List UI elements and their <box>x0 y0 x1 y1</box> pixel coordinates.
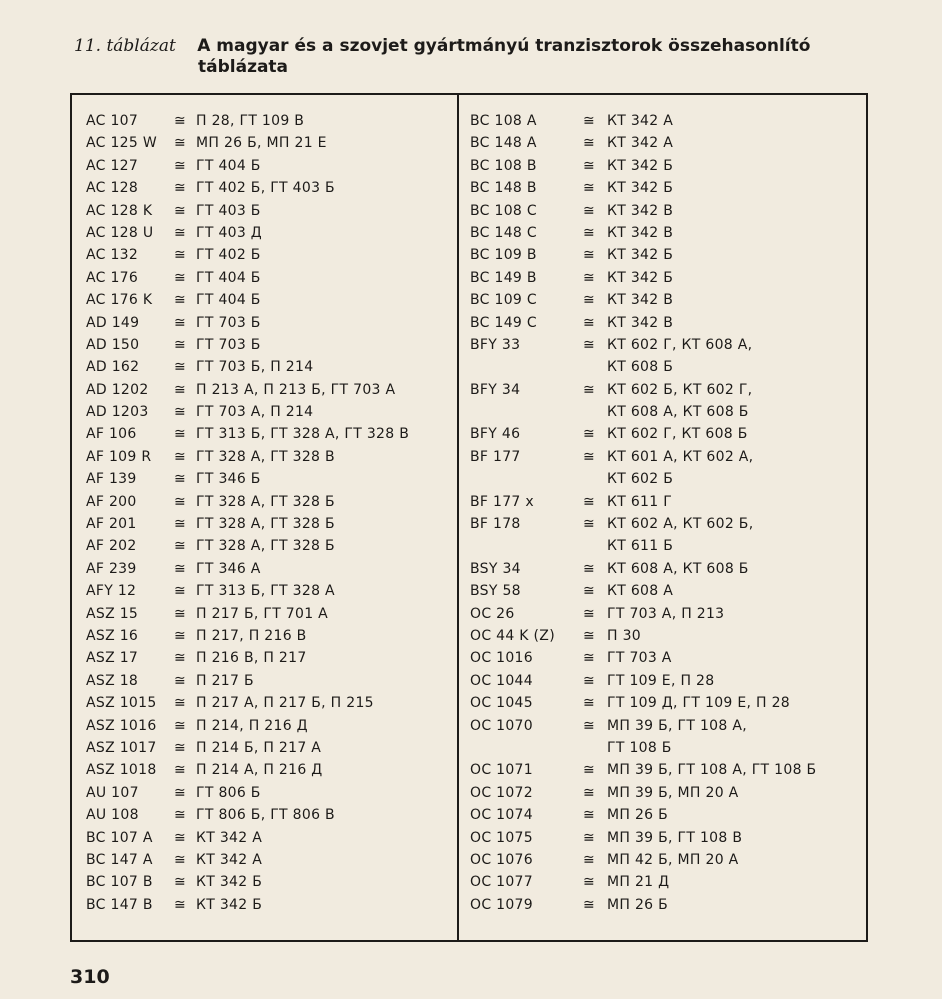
soviet-equivalent: КТ 342 Б <box>607 247 674 264</box>
equivalence-symbol: ≅ <box>174 560 186 577</box>
soviet-equivalent: ГТ 346 А <box>196 560 261 577</box>
equivalence-symbol: ≅ <box>174 739 186 756</box>
equivalence-symbol: ≅ <box>583 157 595 174</box>
western-type-code: OC 1016 <box>470 650 533 667</box>
soviet-equivalent: ГТ 328 А, ГТ 328 Б <box>196 516 335 533</box>
soviet-equivalent: П 30 <box>607 627 641 644</box>
equivalence-symbol: ≅ <box>174 695 186 712</box>
soviet-equivalent: КТ 602 А, КТ 602 Б, <box>607 516 754 533</box>
equivalence-symbol: ≅ <box>174 180 186 197</box>
western-type-code: AF 201 <box>86 516 137 533</box>
equivalence-symbol: ≅ <box>174 269 186 286</box>
western-type-code: AD 150 <box>86 336 140 353</box>
western-type-code: AF 139 <box>86 471 137 488</box>
equivalence-symbol: ≅ <box>583 247 595 264</box>
western-type-code: ASZ 17 <box>86 650 139 667</box>
equivalence-symbol: ≅ <box>583 762 595 779</box>
soviet-equivalent: ГТ 404 Б <box>196 292 261 309</box>
soviet-equivalent: ГТ 402 Б <box>196 247 261 264</box>
western-type-code: BC 148 B <box>470 180 537 197</box>
soviet-equivalent: ГТ 703 Б <box>196 336 261 353</box>
soviet-equivalent: КТ 342 В <box>607 224 674 241</box>
western-type-code: BFY 33 <box>470 336 521 353</box>
equivalence-symbol: ≅ <box>174 381 186 398</box>
western-type-code: OC 1044 <box>470 672 533 689</box>
equivalence-symbol: ≅ <box>583 717 595 734</box>
soviet-equivalent: ГТ 328 А, ГТ 328 В <box>196 448 335 465</box>
soviet-equivalent: ГТ 403 Д <box>196 224 263 241</box>
equivalence-symbol: ≅ <box>174 874 186 891</box>
western-type-code: AF 106 <box>86 426 137 443</box>
equivalence-symbol: ≅ <box>174 784 186 801</box>
western-type-code: BF 178 <box>470 516 521 533</box>
western-type-code: AU 108 <box>86 807 139 824</box>
western-type-code: BC 109 C <box>470 292 537 309</box>
soviet-equivalent: ГТ 328 А, ГТ 328 Б <box>196 538 335 555</box>
comparison-table <box>70 93 868 942</box>
equivalence-symbol: ≅ <box>174 224 186 241</box>
table-title-line1: A magyar és a szovjet gyártmányú tranzisztorok összehasonlító <box>197 36 811 56</box>
western-type-code: BC 107 A <box>86 829 153 846</box>
soviet-equivalent: ГТ 313 Б, ГТ 328 А <box>196 583 335 600</box>
equivalence-symbol: ≅ <box>174 471 186 488</box>
equivalence-symbol: ≅ <box>174 807 186 824</box>
soviet-equivalent: ГТ 703 Б, П 214 <box>196 359 314 376</box>
table-title-line2: táblázata <box>198 57 289 77</box>
western-type-code: BC 149 C <box>470 314 537 331</box>
soviet-equivalent: КТ 611 Г <box>607 493 673 510</box>
soviet-equivalent: КТ 608 Б <box>607 359 674 376</box>
equivalence-symbol: ≅ <box>583 807 595 824</box>
western-type-code: ASZ 1015 <box>86 695 157 712</box>
equivalence-symbol: ≅ <box>583 493 595 510</box>
soviet-equivalent: ГТ 328 А, ГТ 328 Б <box>196 493 335 510</box>
equivalence-symbol: ≅ <box>174 627 186 644</box>
equivalence-symbol: ≅ <box>583 605 595 622</box>
soviet-equivalent: КТ 601 А, КТ 602 А, <box>607 448 754 465</box>
western-type-code: BC 109 B <box>470 247 537 264</box>
equivalence-symbol: ≅ <box>583 784 595 801</box>
equivalence-symbol: ≅ <box>174 829 186 846</box>
soviet-equivalent: П 214 А, П 216 Д <box>196 762 323 779</box>
western-type-code: OC 1075 <box>470 829 533 846</box>
western-type-code: ASZ 1016 <box>86 717 157 734</box>
western-type-code: BC 149 B <box>470 269 537 286</box>
soviet-equivalent: П 214 Б, П 217 А <box>196 739 322 756</box>
western-type-code: BF 177 <box>470 448 521 465</box>
soviet-equivalent: П 216 В, П 217 <box>196 650 307 667</box>
table-caption <box>74 36 874 78</box>
western-type-code: AFY 12 <box>86 583 137 600</box>
soviet-equivalent: П 217 Б <box>196 672 254 689</box>
equivalence-symbol: ≅ <box>583 874 595 891</box>
western-type-code: ASZ 15 <box>86 605 139 622</box>
soviet-equivalent: ГТ 403 Б <box>196 202 261 219</box>
soviet-equivalent: ГТ 108 Б <box>607 739 672 756</box>
equivalence-symbol: ≅ <box>174 605 186 622</box>
equivalence-symbol: ≅ <box>174 404 186 421</box>
soviet-equivalent: П 214, П 216 Д <box>196 717 308 734</box>
equivalence-symbol: ≅ <box>174 292 186 309</box>
western-type-code: AD 162 <box>86 359 140 376</box>
soviet-equivalent: КТ 608 А <box>607 583 674 600</box>
soviet-equivalent: КТ 608 А, КТ 608 Б <box>607 404 749 421</box>
equivalence-symbol: ≅ <box>583 224 595 241</box>
soviet-equivalent: КТ 342 Б <box>607 269 674 286</box>
equivalence-symbol: ≅ <box>583 381 595 398</box>
western-type-code: AC 125 W <box>86 135 157 152</box>
western-type-code: OC 1076 <box>470 851 533 868</box>
soviet-equivalent: МП 39 Б, ГТ 108 А, ГТ 108 Б <box>607 762 817 779</box>
western-type-code: AD 1203 <box>86 404 149 421</box>
equivalence-symbol: ≅ <box>583 695 595 712</box>
soviet-equivalent: КТ 342 В <box>607 314 674 331</box>
soviet-equivalent: ГТ 703 Б <box>196 314 261 331</box>
western-type-code: BC 147 A <box>86 851 153 868</box>
equivalence-symbol: ≅ <box>174 247 186 264</box>
equivalence-symbol: ≅ <box>583 516 595 533</box>
soviet-equivalent: КТ 342 В <box>607 292 674 309</box>
soviet-equivalent: КТ 342 Б <box>607 157 674 174</box>
western-type-code: BC 108 A <box>470 113 537 129</box>
equivalence-symbol: ≅ <box>583 560 595 577</box>
column-divider <box>457 95 459 940</box>
western-type-code: BC 148 C <box>470 224 537 241</box>
equivalence-symbol: ≅ <box>174 426 186 443</box>
western-type-code: AF 109 R <box>86 448 152 465</box>
soviet-equivalent: КТ 608 А, КТ 608 Б <box>607 560 749 577</box>
equivalence-symbol: ≅ <box>174 762 186 779</box>
equivalence-symbol: ≅ <box>583 135 595 152</box>
page-number: 310 <box>70 966 110 988</box>
western-type-code: OC 1079 <box>470 896 533 913</box>
western-type-code: OC 1072 <box>470 784 533 801</box>
soviet-equivalent: МП 26 Б <box>607 896 669 913</box>
soviet-equivalent: ГТ 402 Б, ГТ 403 Б <box>196 180 335 197</box>
soviet-equivalent: КТ 342 А <box>196 851 263 868</box>
soviet-equivalent: ГТ 404 Б <box>196 269 261 286</box>
equivalence-symbol: ≅ <box>174 157 186 174</box>
soviet-equivalent: ГТ 346 Б <box>196 471 261 488</box>
equivalence-symbol: ≅ <box>174 717 186 734</box>
soviet-equivalent: МП 21 Д <box>607 874 670 891</box>
western-type-code: BC 108 C <box>470 202 537 219</box>
equivalence-symbol: ≅ <box>174 113 186 129</box>
equivalence-symbol: ≅ <box>583 292 595 309</box>
western-type-code: BC 108 B <box>470 157 537 174</box>
western-type-code: ASZ 16 <box>86 627 139 644</box>
western-type-code: BSY 58 <box>470 583 521 600</box>
equivalence-symbol: ≅ <box>174 314 186 331</box>
western-type-code: ASZ 18 <box>86 672 139 689</box>
equivalence-symbol: ≅ <box>583 672 595 689</box>
equivalence-symbol: ≅ <box>174 359 186 376</box>
equivalence-symbol: ≅ <box>174 493 186 510</box>
western-type-code: ASZ 1018 <box>86 762 157 779</box>
soviet-equivalent: КТ 611 Б <box>607 538 674 555</box>
equivalence-symbol: ≅ <box>174 538 186 555</box>
western-type-code: AC 176 <box>86 269 139 286</box>
soviet-equivalent: П 217 Б, ГТ 701 А <box>196 605 329 622</box>
soviet-equivalent: КТ 602 Г, КТ 608 А, <box>607 336 753 353</box>
soviet-equivalent: ГТ 109 Е, П 28 <box>607 672 715 689</box>
western-type-code: OC 1070 <box>470 717 533 734</box>
soviet-equivalent: КТ 342 А <box>607 135 674 152</box>
western-type-code: AC 128 <box>86 180 139 197</box>
soviet-equivalent: КТ 342 В <box>607 202 674 219</box>
soviet-equivalent: КТ 342 А <box>607 113 674 129</box>
table-label: 11. táblázat <box>74 36 176 56</box>
western-type-code: BFY 46 <box>470 426 521 443</box>
western-type-code: AC 128 U <box>86 224 154 241</box>
equivalence-symbol: ≅ <box>583 627 595 644</box>
western-type-code: OC 1074 <box>470 807 533 824</box>
western-type-code: OC 1077 <box>470 874 533 891</box>
soviet-equivalent: ГТ 109 Д, ГТ 109 Е, П 28 <box>607 695 790 712</box>
equivalence-symbol: ≅ <box>583 448 595 465</box>
equivalence-symbol: ≅ <box>583 650 595 667</box>
equivalence-symbol: ≅ <box>583 180 595 197</box>
equivalence-symbol: ≅ <box>174 896 186 913</box>
soviet-equivalent: КТ 602 Б, КТ 602 Г, <box>607 381 753 398</box>
equivalence-symbol: ≅ <box>583 113 595 129</box>
equivalence-symbol: ≅ <box>174 448 186 465</box>
soviet-equivalent: П 217, П 216 В <box>196 627 307 644</box>
equivalence-symbol: ≅ <box>583 426 595 443</box>
soviet-equivalent: ГТ 313 Б, ГТ 328 А, ГТ 328 В <box>196 426 410 443</box>
soviet-equivalent: ГТ 703 А <box>607 650 672 667</box>
equivalence-symbol: ≅ <box>583 269 595 286</box>
western-type-code: BC 148 A <box>470 135 537 152</box>
western-type-code: OC 44 K (Z) <box>470 627 555 644</box>
western-type-code: AD 1202 <box>86 381 149 398</box>
soviet-equivalent: ГТ 404 Б <box>196 157 261 174</box>
western-type-code: AC 176 K <box>86 292 153 309</box>
western-type-code: ASZ 1017 <box>86 739 157 756</box>
soviet-equivalent: КТ 602 Г, КТ 608 Б <box>607 426 748 443</box>
equivalence-symbol: ≅ <box>174 851 186 868</box>
soviet-equivalent: П 213 А, П 213 Б, ГТ 703 А <box>196 381 396 398</box>
western-type-code: AC 127 <box>86 157 139 174</box>
equivalence-symbol: ≅ <box>583 314 595 331</box>
western-type-code: BC 147 B <box>86 896 153 913</box>
soviet-equivalent: П 28, ГТ 109 В <box>196 113 305 129</box>
western-type-code: OC 26 <box>470 605 515 622</box>
equivalence-symbol: ≅ <box>174 516 186 533</box>
soviet-equivalent: МП 39 Б, МП 20 А <box>607 784 739 801</box>
soviet-equivalent: КТ 342 Б <box>607 180 674 197</box>
equivalence-symbol: ≅ <box>174 650 186 667</box>
soviet-equivalent: КТ 342 А <box>196 829 263 846</box>
equivalence-symbol: ≅ <box>583 851 595 868</box>
western-type-code: AF 239 <box>86 560 137 577</box>
western-type-code: AC 132 <box>86 247 139 264</box>
equivalence-symbol: ≅ <box>583 336 595 353</box>
equivalence-symbol: ≅ <box>583 583 595 600</box>
soviet-equivalent: ГТ 703 А, П 214 <box>196 404 314 421</box>
soviet-equivalent: П 217 А, П 217 Б, П 215 <box>196 695 374 712</box>
western-type-code: AD 149 <box>86 314 140 331</box>
soviet-equivalent: ГТ 703 А, П 213 <box>607 605 725 622</box>
western-type-code: AF 200 <box>86 493 137 510</box>
soviet-equivalent: МП 26 Б, МП 21 Е <box>196 135 327 152</box>
soviet-equivalent: МП 42 Б, МП 20 А <box>607 851 739 868</box>
western-type-code: OC 1071 <box>470 762 533 779</box>
equivalence-symbol: ≅ <box>174 135 186 152</box>
soviet-equivalent: КТ 342 Б <box>196 874 263 891</box>
western-type-code: AC 128 K <box>86 202 153 219</box>
equivalence-symbol: ≅ <box>583 202 595 219</box>
equivalence-symbol: ≅ <box>174 336 186 353</box>
western-type-code: AU 107 <box>86 784 139 801</box>
western-type-code: OC 1045 <box>470 695 533 712</box>
soviet-equivalent: МП 26 Б <box>607 807 669 824</box>
equivalence-symbol: ≅ <box>174 202 186 219</box>
equivalence-symbol: ≅ <box>583 896 595 913</box>
western-type-code: BSY 34 <box>470 560 521 577</box>
western-type-code: AC 107 <box>86 113 139 129</box>
equivalence-symbol: ≅ <box>174 672 186 689</box>
equivalence-symbol: ≅ <box>174 583 186 600</box>
equivalence-symbol: ≅ <box>583 829 595 846</box>
western-type-code: BF 177 x <box>470 493 534 510</box>
soviet-equivalent: ГТ 806 Б <box>196 784 261 801</box>
western-type-code: AF 202 <box>86 538 137 555</box>
soviet-equivalent: МП 39 Б, ГТ 108 А, <box>607 717 747 734</box>
western-type-code: BC 107 B <box>86 874 153 891</box>
soviet-equivalent: МП 39 Б, ГТ 108 В <box>607 829 743 846</box>
soviet-equivalent: КТ 602 Б <box>607 471 674 488</box>
soviet-equivalent: ГТ 806 Б, ГТ 806 В <box>196 807 335 824</box>
western-type-code: BFY 34 <box>470 381 521 398</box>
soviet-equivalent: КТ 342 Б <box>196 896 263 913</box>
